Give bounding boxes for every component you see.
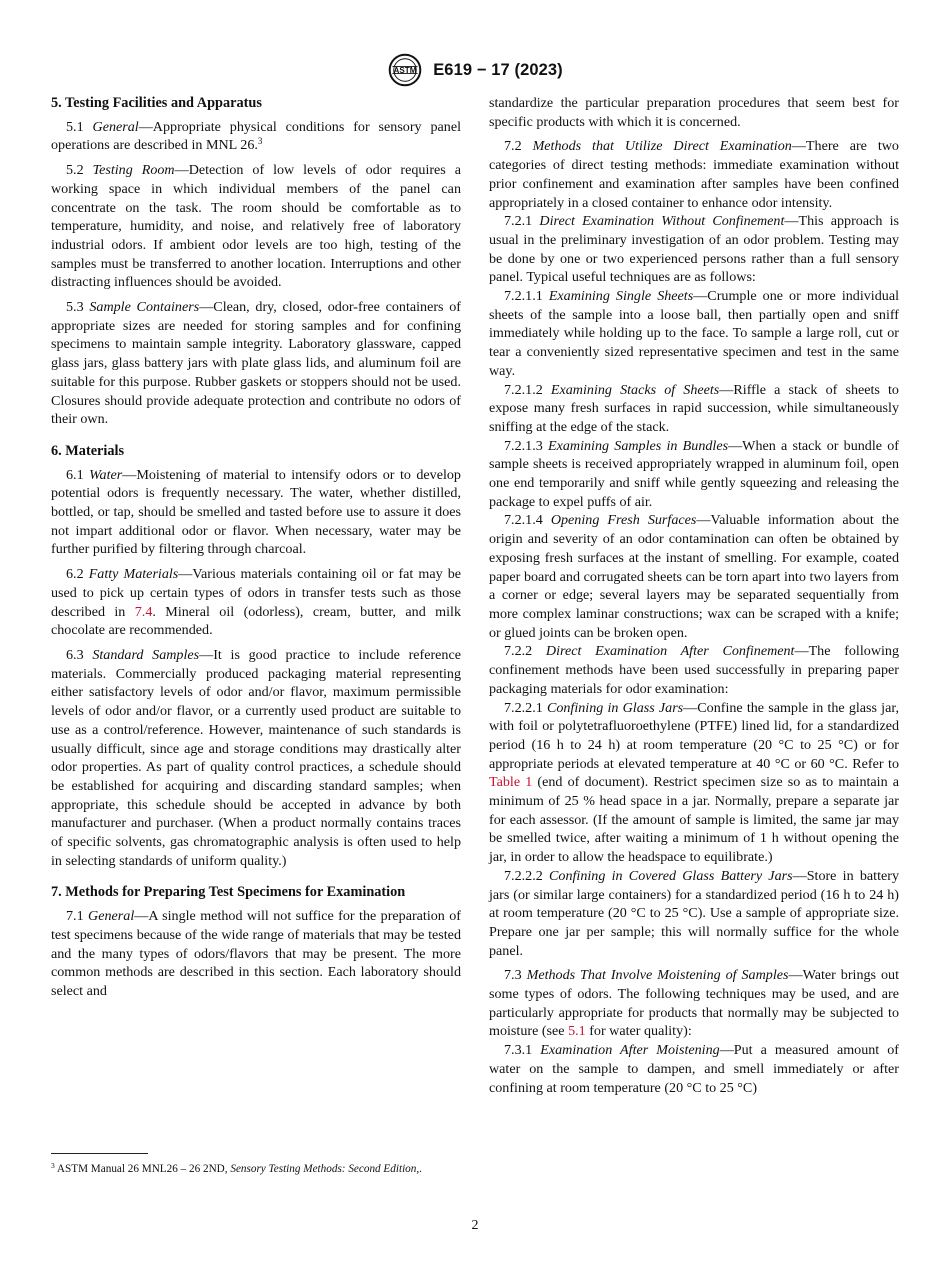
section-6-title: 6. Materials: [51, 442, 125, 459]
section-5-title: 5. Testing Facilities and Apparatus: [51, 95, 262, 111]
paragraph-7-1-continued: standardize the particular preparation procedures that seem best for specific products with which it is concerned.: [489, 95, 899, 130]
standard-designation: E619 − 17 (2023): [433, 60, 563, 79]
svg-text:ASTM: ASTM: [393, 66, 417, 76]
paragraph-7-2-1: 7.2.1 Direct Examination Without Confinement—This approach is usual in the preliminary investigation of an odor problem. Testing may be done by one or two experienced persons rather than a full sensory panel. Typical useful techniques are as follows:: [489, 213, 899, 286]
paragraph-5-3: 5.3 Sample Containers—Clean, dry, closed, odor-free containers of appropriate sizes are needed for storing samples and for confining specimens to maintain sample integrity. Laboratory glassware, capped glass jars, glass battery jars with plate glass lids, and aluminum foil are suitable for this purpose. Rubber gaskets or stoppers should not be used. Closures should provide adequate protection and contribute no odors of their own.: [51, 299, 461, 428]
paragraph-7-2: 7.2 Methods that Utilize Direct Examination—There are two categories of direct testing methods: immediate examination without prior confinement and examination after samples have been confined appropriately in a closed container to enhance odor intensity.: [489, 138, 899, 211]
paragraph-5-2: 5.2 Testing Room—Detection of low levels of odor requires a working space in which individual members of the panel can concentrate on the task. The room should be comfortable as to temperature, humidity, and noise, and relatively free of laboratory industrial odors. If ambient odor levels are too high, testing of the samples must be transferred to another location. Interruptions and other distracting influences should be avoided.: [51, 162, 461, 291]
paragraph-7-3: 7.3 Methods That Involve Moistening of Samples—Water brings out some types of odors. The following techniques may be used, and are particularly appropriate for products that normally may be subjected to moisture (see 5.1 for water quality):: [489, 967, 899, 1040]
paragraph-7-2-2-1: 7.2.2.1 Confining in Glass Jars—Confine the sample in the glass jar, with foil or polytetrafluoroethylene (PTFE) lined lid, for a standardized period (16 h to 24 h) at room temperature (20 °C to 25 °C) or for appropriate periods at elevated temperature at 40 °C or 60 °C. Refer to Table 1 (end of document). Restrict specimen size so as to maintain a minimum of 25 % head space in a jar. Normally, prepare a separate jar for each assessor. (If the amount of sample is limited, the same jar may be smelled twice, after waiting a minimum of 1 h without opening the jar, in order to allow the headspace to equilibrate.): [489, 699, 900, 866]
page-header: [0, 52, 950, 88]
paragraph-7-2-1-1: 7.2.1.1 Examining Single Sheets—Crumple one or more individual sheets of the sample into a loose ball, then partially open and sniff immediately while holding up to the face. To sample a large roll, cut or tear a conveniently sized representative specimen and test in the same way.: [489, 288, 899, 379]
paragraph-6-1: 6.1 Water—Moistening of material to intensify odors or to develop potential odors is frequently necessary. The water, whether distilled, bottled, or tap, should be smelled and tasted before use to assure it does not impart additional odor or flavor. When necessary, water may be further purified by filtering through charcoal.: [51, 466, 461, 558]
paragraph-5-1: 5.1 General—Appropriate physical conditions for sensory panel operations are described in MNL 26.$^3$: [51, 118, 461, 154]
link-7-4[interactable]: 7.4: [134, 603, 153, 620]
paragraph-7-2-2: 7.2.2 Direct Examination After Confinement—The following confinement methods have been used successfully in preparing paper packaging materials for odor examination:: [489, 643, 900, 697]
footnote-ref-3[interactable]: 3: [257, 136, 263, 147]
left-column: [51, 94, 461, 1001]
section-7-title: 7. Methods for Preparing Test Specimens for Examination: [51, 884, 406, 901]
footnote-3: $^3$ ASTM Manual 26 MNL26 – 26 2ND, Sensory Testing Methods: Second Edition,.: [51, 1161, 422, 1175]
paragraph-7-2-2-2: 7.2.2.2 Confining in Covered Glass Battery Jars—Store in battery jars (or similar large containers) for a standardized period (16 h to 24 h) at room temperature (20 °C to 25 °C). Use a sample of appropriate size. Prepare one jar per sample; this will normally suffice for the whole panel.: [489, 867, 899, 959]
footnote-divider: [51, 1153, 148, 1154]
paragraph-7-2-1-3: 7.2.1.3 Examining Samples in Bundles—When a stack or bundle of sample sheets is received appropriately wrapped in aluminum foil, open one end temporarily and sniff while gently squeezing and releasing the package to expel puffs of air.: [489, 437, 899, 510]
paragraph-7-2-1-2: 7.2.1.2 Examining Stacks of Sheets—Riffle a stack of sheets to expose many fresh surfaces in rapid succession, while simultaneously sniffing at the edge of the stack.: [489, 381, 899, 435]
link-table-1[interactable]: Table 1: [489, 774, 533, 791]
astm-logo-icon: [387, 52, 423, 88]
paragraph-6-2: 6.2 Fatty Materials—Various materials containing oil or fat may be used to pick up certain types of odors in transfer tests such as those described in 7.4. Mineral oil (odorless), cream, butter, and milk chocolate are recommended.: [51, 566, 462, 639]
link-5-1[interactable]: 5.1: [568, 1023, 586, 1040]
paragraph-7-1: 7.1 General—A single method will not suffice for the preparation of test specimens because of the wide range of materials that may be tested and the many types of odors/flavors that may be present. The more common methods are described in this section. Each laboratory should select and: [51, 908, 461, 999]
page-number: 2: [471, 1218, 479, 1233]
paragraph-7-2-1-4: 7.2.1.4 Opening Fresh Surfaces—Valuable information about the origin and severity of an odor contamination can often be obtained by exposing fresh surfaces at the instant of smelling. For example, coated paper board and corrugated sheets can be torn apart into two layers from a corner or edge; several layers may be separated sequentially from more complex laminar constructions; wax can be scraped with a knife; or glued joints can be broken open.: [489, 512, 900, 641]
paragraph-7-3-1: 7.3.1 Examination After Moistening—Put a measured amount of water on the sample to dampen, and smell immediately or after confining at room temperature (20 °C to 25 °C): [489, 1042, 900, 1096]
right-column: [489, 94, 899, 1097]
paragraph-6-3: 6.3 Standard Samples—It is good practice to include reference materials. Commercially produced packaging material representing either satisfactory levels of odor and/or flavor, maximum permissible levels of odor and/or flavor, or a currently used product are suitable to use as a control/reference. However, maintenance of such standards is usually difficult, since age and storage conditions may drastically alter odor properties. As part of quality control practices, a schedule should be established for acquiring and discarding standard samples; when appropriate, this schedule should be accepted in advance by both manufacturer and purchaser. (When a product normally contains traces of specific solvents, gas chromatographic analysis is often used to help in selecting standards of uniform quality.): [51, 646, 461, 869]
